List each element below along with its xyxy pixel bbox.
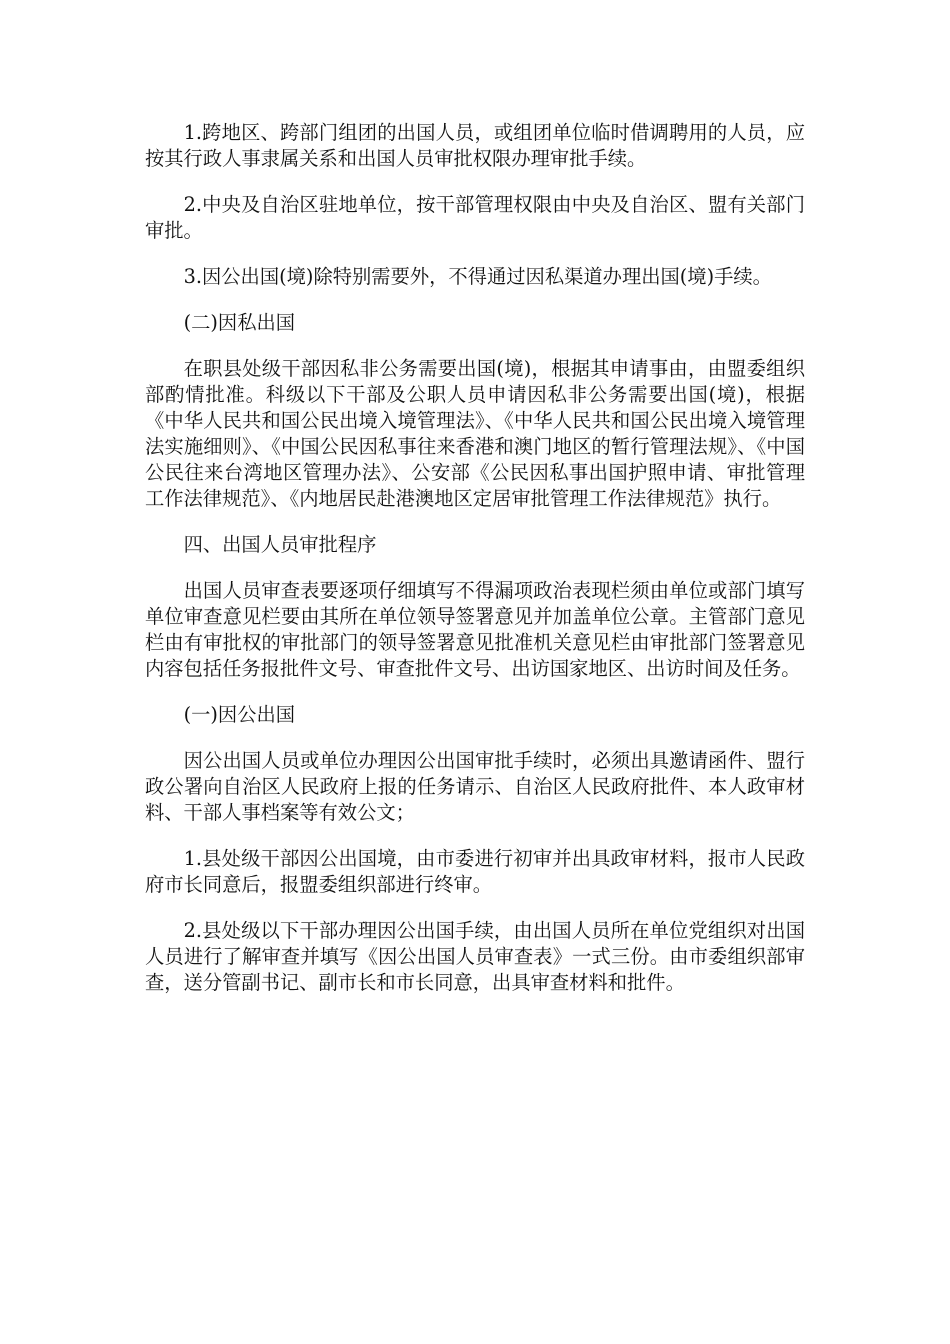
paragraph-item-county-level: 1.县处级干部因公出国境，由市委进行初审并出具政审材料，报市人民政府市长同意后，报盟委组织部进行终审。 (145, 847, 805, 896)
section-heading-approval-procedure: 四、出国人员审批程序 (183, 533, 377, 556)
paragraph-item-1: 1.跨地区、跨部门组团的出国人员，或组团单位临时借调聘用的人员，应按其行政人事隶属关系和出国人员审批权限办理审批手续。 (145, 121, 805, 170)
paragraph-item-2: 2.中央及自治区驻地单位，按干部管理权限由中央及自治区、盟有关部门审批。 (145, 193, 805, 242)
paragraph-private-travel-rules: 在职县处级干部因私非公务需要出国(境)，根据其申请事由，由盟委组织部酌情批准。科级以下干部及公职人员申请因私非公务需要出国(境)，根据《中华人民共和国公民出境入境管理法》、《中华人民共和国公民出境入境管理法实施细则》、《中国公民因私事往来香港和澳门地区的暂行管理法规》、《中国公民往来台湾地区管理办法》、公安部《公民因私事出国护照申请、审批管理工作法律规范》、《内地居民赴港澳地区定居审批管理工作法律规范》执行。 (145, 357, 805, 510)
paragraph-official-travel-documents: 因公出国人员或单位办理因公出国审批手续时，必须出具邀请函件、盟行政公署向自治区人民政府上报的任务请示、自治区人民政府批件、本人政审材料、干部人事档案等有效公文； (145, 749, 805, 824)
document-page (145, 120, 805, 1016)
paragraph-review-form: 出国人员审查表要逐项仔细填写不得漏项政治表现栏须由单位或部门填写单位审查意见栏要由其所在单位领导签署意见并加盖单位公章。主管部门意见栏由有审批权的审批部门的领导签署意见批准机关意见栏由审批部门签署意见内容包括任务报批件文号、审查批件文号、出访国家地区、出访时间及任务。 (145, 579, 805, 680)
section-heading-private-travel: (二)因私出国 (183, 311, 296, 334)
paragraph-item-below-county-level: 2.县处级以下干部办理因公出国手续，由出国人员所在单位党组织对出国人员进行了解审查并填写《因公出国人员审查表》一式三份。由市委组织部审查，送分管副书记、副市长和市长同意，出具审查材料和批件。 (145, 919, 805, 994)
section-heading-official-travel: (一)因公出国 (183, 703, 296, 726)
paragraph-item-3: 3.因公出国(境)除特别需要外，不得通过因私渠道办理出国(境)手续。 (183, 265, 772, 288)
